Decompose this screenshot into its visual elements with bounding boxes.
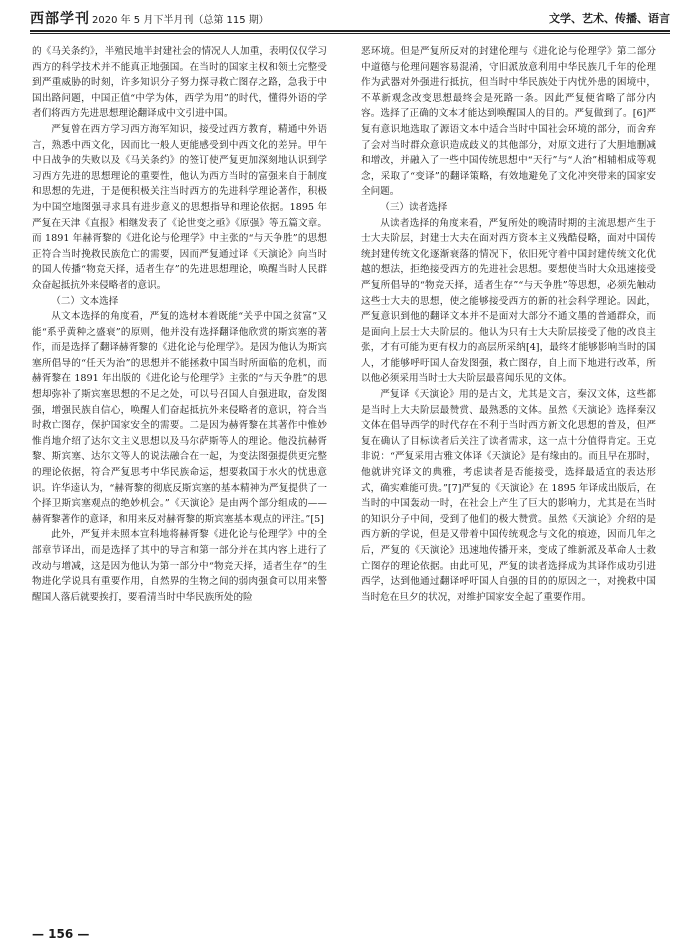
section-title: 文学、艺术、传播、语言 [549, 12, 670, 25]
header-left [30, 8, 269, 28]
paragraph: 的《马关条约》，半殖民地半封建社会的情况人人加重，表明仅仅学习西方的科学技术并不能真正地强国。在当时的国家主权和领土完整受到严重威胁的时刻，许多知识分子努力探寻救亡图存之路，急我于中国出路问题，中国正值“中学为体，西学为用”的时代，懂得外语的学者们将西方先进思想理论翻译成中文引进中国。 [32, 46, 327, 120]
paragraph: 从读者选择的角度来看，严复所处的晚清时期的主流思想产生于士大夫阶层，封建士大夫在面对西方资本主义残酷侵略，面对中国传统封建传统文化逐渐衰落的情况下，依旧死守着中国封建传统文化优越的想法，拒绝接受西方的先进社会思想。要想使当时大众迅速接受严复所倡导的“物竞天择，适者生存”“与天争胜”等思想，必须先触动这些士大夫的思想，使之能够接受西方的新的社会科学理论。因此，严复意识到他的翻译文本并不是面对大部分不通文墨的普通群众，而是面向上层士大夫阶层的。他认为只有士大夫阶层接受了他的改良主张，才有可能为更有权力的高层所采纳[4]，最终才能够影响当时的国人，才能够呼吁国人奋发图强，救亡图存，自上而下地进行改革，所以他必须采用当时士大夫阶层最喜闻乐见的文体。 [361, 217, 656, 385]
page-number: — 156 — [32, 927, 90, 941]
section-heading: （二）文本选择 [51, 295, 119, 307]
paragraph: 此外，严复并未照本宣科地将赫胥黎《进化论与伦理学》中的全部章节译出，而是选择了其中的导言和第一部分并在其内容上进行了改动与增减，这是因为他认为第一部分中“物竞天择，适者生存”的生物进化学说具有重要作用，自然界的生物之间的弱肉强食可以用来警醒国人落后就要挨打，要看清当时中华民族所处的险 [32, 529, 327, 603]
page-header [30, 8, 670, 28]
right-column [361, 44, 656, 605]
paragraph: 严复曾在西方学习西方海军知识，接受过西方教育，精通中外语言，熟悉中西文化，因而比一般人更能感受到中西文化的差异。甲午中日战争的失败以及《马关条约》的签订使严复更加深刻地认识到学习西方先进的思想理论的重要性，他认为西方当时的富强来自于制度和思想的先进，于是便积极关注当时西方的先进科学理论著作，积极为中国空地图强寻求具有进步意义的思想指导和理论依据。1895 年严复在天津《直报》相继发表了《论世变之亟》《原强》等五篇文章。而 1891 年赫胥黎的《进化论与伦理学》中主张的“与天争胜”的思想正符合当时挽救民族危亡的需要，因而严复通过译《天演论》向当时的国人传播“物竞天择，适者生存”的先进思想理论，唤醒当时人民群众奋起抵抗外来侵略者的意识。 [32, 123, 327, 291]
section-heading: （三）读者选择 [380, 201, 448, 213]
left-column [32, 44, 327, 605]
journal-logo: 西部学刊 [30, 11, 90, 27]
header-rule-thick [30, 30, 670, 32]
paragraph: 恶环境。但是严复所反对的封建伦理与《进化论与伦理学》第二部分中道德与伦理问题容易混淆，守旧派放意利用中华民族几千年的伦理作为武器对外强进行抵抗，但当时中华民族处于内忧外患的困境中，不革新观念改变思想最终会是死路一条。因此严复便省略了部分内容。选择了正确的文本才能达到唤醒国人的目的。严复做到了。[6]严复有意识地选取了源语文本中适合当时中国社会环境的部分，而舍弃了会对当时群众意识造成歧义的其他部分，对原文进行了大胆地删减和增改，并融入了一些中国传统思想中“天行”与“人治”相辅相成等观念，采取了“变译”的翻译策略，有效地避免了文化冲突带来的国家安全问题。 [361, 46, 656, 198]
paragraph: 严复译《天演论》用的是古文，尤其是文言，秦汉文体，这些都是当时上大夫阶层最赞赏、最熟悉的文体。虽然《天演论》选择秦汉文体在倡导西学的时代存在不利于当时西方新文化思想的普及，但严复在确认了目标读者后关注了读者需求，这一点十分值得肯定。王克非说：“严复采用古雅文体译《天演论》是有缘由的。而且早在那时，他就讲究译文的典雅，考虑读者是否能接受，选择最适宜的表达形式，确实难能可贵。”[7]严复的《天演论》在 1895 年译成出版后，在当时的中国轰动一时，在社会上产生了巨大的影响力，尤其是在当时的知识分子中间，受到了他们的极大赞赏。虽然《天演论》介绍的是西方新的学说，但是又带着中国传统观念与文化的痕迹，因而几年之后，严复的《天演论》迅速地传播开来，变成了维新派及革命人士救亡图存的理论依据。由此可见，严复的读者选择成为其译作成功引进西学，达到他通过翻译呼吁国人自强的目的的原因之一，对挽救中国当时危在旦夕的状况，对维护国家安全起了重要作用。 [361, 389, 656, 603]
paragraph: 从文本选择的角度看，严复的选材本着既能“关乎中国之贫富”又能“系乎黄种之盛衰”的原则，他并没有选择翻译他欣赏的斯宾塞的著作，而是选择了翻译赫胥黎的《进化论与伦理学》。是因为他认为斯宾塞所倡导的“任天为治”的思想并不能拯救中国当时所面临的危机，而赫胥黎在 1891 年出版的《进化论与伦理学》主张的“与天争胜”的思想却弥补了斯宾塞思想的不足之处，可以号召国人自强进取，奋发图强，增强民族自信心，唤醒人们奋起抵抗外来侵略者的意识，符合当时救亡图存，保护国家安全的需要。二是因为赫胥黎在其著作中惟妙惟肖地介绍了达尔文主义思想以及马尔萨斯等人的理论。他没抗赫胥黎、斯宾塞、达尔文等人的说法融合在一起，为变法图强提供更完整的理论依据，符合严复思考中华民族命运，想要救国于水火的忧患意识。许华逵认为，“赫胥黎的彻底反斯宾塞的基本精神为严复提供了一个择卫斯宾塞观点的绝妙机会。”《天演论》是由两个部分组成的——赫胥黎著作的意译，和用来反对赫胥黎的斯宾塞基本观点的评注。”[5] [32, 311, 327, 525]
issue-info: 2020 年 5 月下半月刊（总第 115 期） [92, 14, 269, 26]
header-rule-thin [30, 33, 670, 34]
